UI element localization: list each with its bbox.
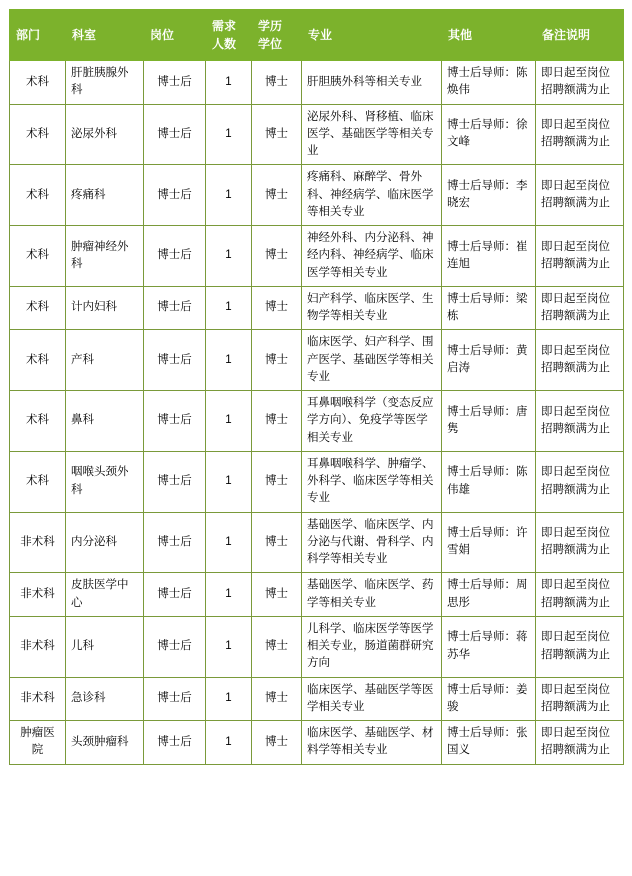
column-header-degree-line1: 学历 xyxy=(258,19,283,33)
cell-office: 肝脏胰腺外科 xyxy=(66,61,144,105)
table-header xyxy=(10,10,624,61)
cell-degree: 博士 xyxy=(252,165,302,226)
column-header-other: 其他 xyxy=(442,10,536,61)
cell-remark: 即日起至岗位招聘额满为止 xyxy=(536,330,624,391)
table-body xyxy=(10,61,624,765)
table-row xyxy=(10,616,624,677)
cell-remark: 即日起至岗位招聘额满为止 xyxy=(536,573,624,617)
cell-other: 博士后导师：陈伟雄 xyxy=(442,451,536,512)
cell-number: 1 xyxy=(206,721,252,765)
cell-remark: 即日起至岗位招聘额满为止 xyxy=(536,391,624,452)
cell-degree: 博士 xyxy=(252,391,302,452)
cell-number: 1 xyxy=(206,330,252,391)
cell-dept: 术科 xyxy=(10,104,66,165)
table-row xyxy=(10,286,624,330)
cell-degree: 博士 xyxy=(252,330,302,391)
cell-office: 内分泌科 xyxy=(66,512,144,573)
cell-other: 博士后导师：黄启涛 xyxy=(442,330,536,391)
cell-other: 博士后导师：姜骏 xyxy=(442,677,536,721)
cell-office: 肿瘤神经外科 xyxy=(66,226,144,287)
cell-office: 儿科 xyxy=(66,616,144,677)
cell-dept: 术科 xyxy=(10,391,66,452)
column-header-office: 科室 xyxy=(66,10,144,61)
cell-major: 耳鼻咽喉科学（变态反应学方向）、免疫学等医学相关专业 xyxy=(302,391,442,452)
cell-number: 1 xyxy=(206,616,252,677)
cell-major: 妇产科学、临床医学、生物学等相关专业 xyxy=(302,286,442,330)
cell-number: 1 xyxy=(206,391,252,452)
cell-degree: 博士 xyxy=(252,286,302,330)
cell-major: 基础医学、临床医学、内分泌与代谢、骨科学、内科学等相关专业 xyxy=(302,512,442,573)
table-row xyxy=(10,104,624,165)
cell-dept: 非术科 xyxy=(10,677,66,721)
cell-dept: 术科 xyxy=(10,330,66,391)
cell-office: 计内妇科 xyxy=(66,286,144,330)
table-row xyxy=(10,330,624,391)
cell-major: 耳鼻咽喉科学、肿瘤学、外科学、临床医学等相关专业 xyxy=(302,451,442,512)
cell-number: 1 xyxy=(206,573,252,617)
cell-degree: 博士 xyxy=(252,573,302,617)
column-header-number-line2: 人数 xyxy=(212,37,237,51)
cell-major: 临床医学、基础医学、材料学等相关专业 xyxy=(302,721,442,765)
cell-major: 基础医学、临床医学、药学等相关专业 xyxy=(302,573,442,617)
table-row xyxy=(10,451,624,512)
cell-degree: 博士 xyxy=(252,104,302,165)
cell-degree: 博士 xyxy=(252,616,302,677)
cell-post: 博士后 xyxy=(144,721,206,765)
cell-post: 博士后 xyxy=(144,677,206,721)
cell-post: 博士后 xyxy=(144,451,206,512)
cell-number: 1 xyxy=(206,512,252,573)
cell-degree: 博士 xyxy=(252,512,302,573)
table-row xyxy=(10,165,624,226)
cell-other: 博士后导师：徐文峰 xyxy=(442,104,536,165)
cell-dept: 术科 xyxy=(10,61,66,105)
cell-degree: 博士 xyxy=(252,721,302,765)
column-header-remark: 备注说明 xyxy=(536,10,624,61)
cell-dept: 术科 xyxy=(10,165,66,226)
cell-other: 博士后导师：蒋苏华 xyxy=(442,616,536,677)
cell-remark: 即日起至岗位招聘额满为止 xyxy=(536,104,624,165)
cell-post: 博士后 xyxy=(144,573,206,617)
cell-office: 泌尿外科 xyxy=(66,104,144,165)
cell-major: 疼痛科、麻醉学、骨外科、神经病学、临床医学等相关专业 xyxy=(302,165,442,226)
column-header-number xyxy=(206,10,252,61)
cell-post: 博士后 xyxy=(144,330,206,391)
cell-post: 博士后 xyxy=(144,512,206,573)
cell-number: 1 xyxy=(206,104,252,165)
cell-remark: 即日起至岗位招聘额满为止 xyxy=(536,61,624,105)
table-row xyxy=(10,677,624,721)
table-row xyxy=(10,721,624,765)
cell-major: 肝胆胰外科等相关专业 xyxy=(302,61,442,105)
cell-number: 1 xyxy=(206,451,252,512)
cell-number: 1 xyxy=(206,677,252,721)
table-row xyxy=(10,512,624,573)
cell-office: 疼痛科 xyxy=(66,165,144,226)
cell-remark: 即日起至岗位招聘额满为止 xyxy=(536,165,624,226)
cell-other: 博士后导师：陈焕伟 xyxy=(442,61,536,105)
cell-number: 1 xyxy=(206,286,252,330)
cell-post: 博士后 xyxy=(144,61,206,105)
column-header-number-line1: 需求 xyxy=(212,19,237,33)
cell-remark: 即日起至岗位招聘额满为止 xyxy=(536,721,624,765)
cell-major: 儿科学、临床医学等医学相关专业，肠道菌群研究方向 xyxy=(302,616,442,677)
cell-other: 博士后导师：梁栋 xyxy=(442,286,536,330)
table-row xyxy=(10,391,624,452)
table-row xyxy=(10,573,624,617)
cell-dept: 术科 xyxy=(10,451,66,512)
cell-post: 博士后 xyxy=(144,286,206,330)
cell-office: 鼻科 xyxy=(66,391,144,452)
cell-other: 博士后导师：崔连旭 xyxy=(442,226,536,287)
table-row xyxy=(10,61,624,105)
cell-office: 急诊科 xyxy=(66,677,144,721)
cell-other: 博士后导师：唐隽 xyxy=(442,391,536,452)
cell-other: 博士后导师：周思彤 xyxy=(442,573,536,617)
cell-other: 博士后导师：许雪娟 xyxy=(442,512,536,573)
recruitment-table xyxy=(9,9,624,765)
cell-remark: 即日起至岗位招聘额满为止 xyxy=(536,226,624,287)
cell-remark: 即日起至岗位招聘额满为止 xyxy=(536,677,624,721)
cell-office: 皮肤医学中心 xyxy=(66,573,144,617)
cell-major: 临床医学、基础医学等医学相关专业 xyxy=(302,677,442,721)
cell-major: 泌尿外科、肾移植、临床医学、基础医学等相关专业 xyxy=(302,104,442,165)
cell-number: 1 xyxy=(206,61,252,105)
cell-other: 博士后导师：张国义 xyxy=(442,721,536,765)
cell-dept: 肿瘤医院 xyxy=(10,721,66,765)
table-header-row xyxy=(10,10,624,61)
cell-office: 头颈肿瘤科 xyxy=(66,721,144,765)
column-header-dept: 部门 xyxy=(10,10,66,61)
column-header-degree xyxy=(252,10,302,61)
cell-remark: 即日起至岗位招聘额满为止 xyxy=(536,451,624,512)
cell-degree: 博士 xyxy=(252,226,302,287)
cell-office: 咽喉头颈外科 xyxy=(66,451,144,512)
cell-office: 产科 xyxy=(66,330,144,391)
cell-dept: 非术科 xyxy=(10,616,66,677)
table-row xyxy=(10,226,624,287)
cell-post: 博士后 xyxy=(144,391,206,452)
cell-post: 博士后 xyxy=(144,165,206,226)
column-header-post: 岗位 xyxy=(144,10,206,61)
cell-dept: 非术科 xyxy=(10,512,66,573)
cell-major: 神经外科、内分泌科、神经内科、神经病学、临床医学等相关专业 xyxy=(302,226,442,287)
cell-post: 博士后 xyxy=(144,616,206,677)
column-header-major: 专业 xyxy=(302,10,442,61)
cell-degree: 博士 xyxy=(252,61,302,105)
cell-major: 临床医学、妇产科学、围产医学、基础医学等相关专业 xyxy=(302,330,442,391)
cell-remark: 即日起至岗位招聘额满为止 xyxy=(536,286,624,330)
column-header-degree-line2: 学位 xyxy=(258,37,283,51)
cell-degree: 博士 xyxy=(252,677,302,721)
cell-dept: 术科 xyxy=(10,226,66,287)
cell-number: 1 xyxy=(206,226,252,287)
cell-degree: 博士 xyxy=(252,451,302,512)
cell-remark: 即日起至岗位招聘额满为止 xyxy=(536,512,624,573)
cell-dept: 非术科 xyxy=(10,573,66,617)
cell-other: 博士后导师：李晓宏 xyxy=(442,165,536,226)
cell-post: 博士后 xyxy=(144,104,206,165)
cell-remark: 即日起至岗位招聘额满为止 xyxy=(536,616,624,677)
cell-post: 博士后 xyxy=(144,226,206,287)
cell-number: 1 xyxy=(206,165,252,226)
cell-dept: 术科 xyxy=(10,286,66,330)
